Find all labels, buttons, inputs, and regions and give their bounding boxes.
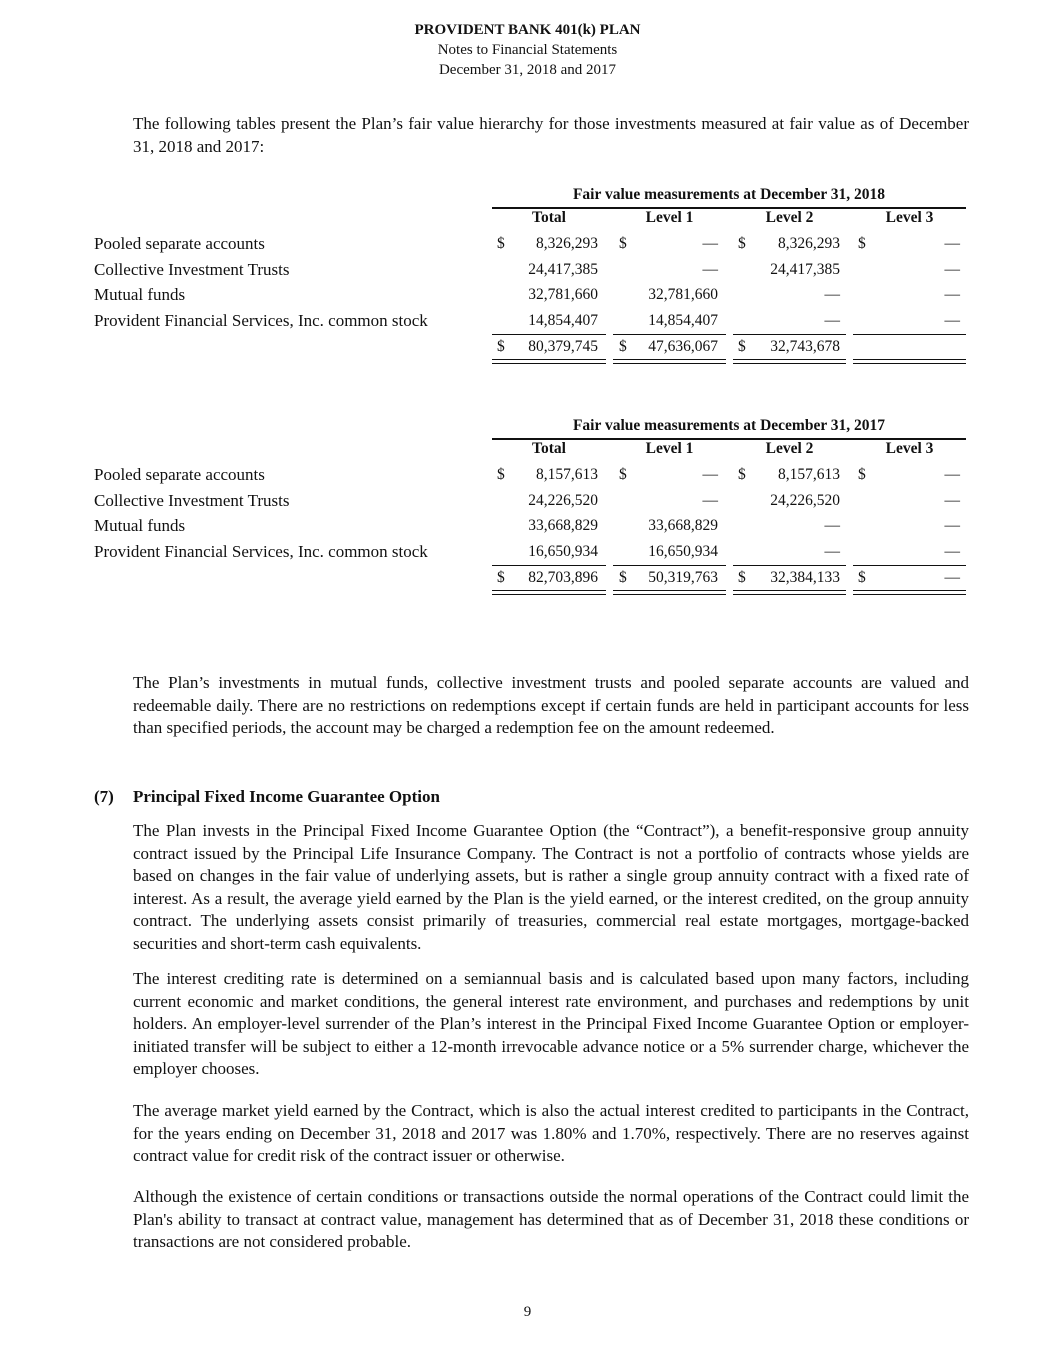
row-label: Mutual funds [94, 516, 186, 536]
row-label: Provident Financial Services, Inc. common stock [94, 542, 428, 562]
currency-symbol: $ [619, 235, 627, 252]
currency-symbol: $ [497, 568, 505, 586]
currency-symbol: $ [619, 568, 627, 586]
total-cell: 50,319,763 [648, 568, 718, 586]
currency-symbol: $ [738, 337, 746, 355]
table-cell: 8,157,613 [536, 466, 598, 483]
table-cell: — [824, 543, 840, 561]
table-cell: 8,157,613 [778, 466, 840, 483]
table-cell: — [702, 235, 718, 252]
table-cell: 24,417,385 [770, 260, 840, 278]
table-cell: 33,668,829 [648, 517, 718, 535]
table-cell: 8,326,293 [778, 235, 840, 252]
column-header: Level 1 [645, 209, 694, 226]
column-header: Level 1 [645, 440, 694, 457]
currency-symbol: $ [858, 466, 866, 483]
table-cell: — [944, 491, 960, 509]
subtotal-rule [853, 334, 966, 335]
total-cell: 32,384,133 [770, 568, 840, 586]
table-cell: — [944, 235, 960, 252]
section-paragraph-4: Although the existence of certain conditions or transactions outside the normal operations of the Contract could limit the Plan's ability to transact at contract value, management has determined that as of December 31, 2018 these conditions or transactions are not considered probable. [133, 1187, 969, 1251]
table-cell: — [702, 260, 718, 278]
total-double-rule [853, 590, 966, 595]
statement-subtitle: Notes to Financial Statements [437, 42, 618, 58]
section-title: Principal Fixed Income Guarantee Option [133, 787, 440, 806]
table-cell: — [944, 286, 960, 304]
currency-symbol: $ [738, 235, 746, 252]
table-cell: 16,650,934 [528, 543, 598, 561]
total-cell: 82,703,896 [528, 568, 598, 586]
currency-symbol: $ [858, 568, 866, 586]
total-double-rule [492, 590, 606, 595]
total-double-rule [733, 359, 846, 364]
plan-title: PROVIDENT BANK 401(k) PLAN [414, 22, 641, 38]
table-cell: — [824, 286, 840, 304]
section-number: (7) [94, 787, 114, 806]
row-label: Collective Investment Trusts [94, 259, 290, 279]
document-header [0, 20, 1055, 80]
total-double-rule [733, 590, 846, 595]
total-cell: 80,379,745 [528, 337, 598, 355]
table-cell: — [824, 517, 840, 535]
table-cell: 16,650,934 [648, 543, 718, 561]
column-header: Level 3 [885, 209, 934, 226]
currency-symbol: $ [738, 466, 746, 483]
column-header: Total [532, 440, 566, 457]
column-header: Level 3 [885, 440, 934, 457]
table-cell: 32,781,660 [648, 286, 718, 304]
row-label: Mutual funds [94, 285, 186, 305]
currency-symbol: $ [497, 235, 505, 252]
currency-symbol: $ [497, 466, 505, 483]
table-cell: 8,326,293 [536, 235, 598, 252]
total-double-rule [613, 590, 726, 595]
table-cell: — [702, 466, 718, 483]
currency-symbol: $ [497, 337, 505, 355]
table-cell: — [944, 260, 960, 278]
total-cell: 47,636,067 [648, 337, 718, 355]
currency-symbol: $ [858, 235, 866, 252]
currency-symbol: $ [619, 337, 627, 355]
table-cell: 14,854,407 [528, 312, 598, 330]
total-cell: — [944, 568, 960, 586]
column-header: Level 2 [765, 440, 814, 457]
total-double-rule [613, 359, 726, 364]
total-double-rule [853, 359, 966, 364]
table-cell: 32,781,660 [528, 286, 598, 304]
table-cell: 14,854,407 [648, 312, 718, 330]
total-cell: 32,743,678 [770, 337, 840, 355]
subtotal-rule [492, 565, 606, 566]
table-title: Fair value measurements at December 31, 2017 [492, 416, 966, 440]
section-paragraph-2: The interest crediting rate is determined on a semiannual basis and is calculated based upon many factors, including current economic and market conditions, the general interest rate environment, and purchases and redemptions by unit holders. An employer-level surrender of the Plan’s interest in the Principal Fixed Income Guarantee Option or employer-initiated transfer will be subject to either a 12-month irrevocable advance notice or a 5% surrender charge, whichever the employer chooses. [133, 969, 969, 1078]
table-cell: — [944, 312, 960, 330]
row-label: Pooled separate accounts [94, 465, 265, 484]
table-cell: 33,668,829 [528, 517, 598, 535]
subtotal-rule [613, 334, 726, 335]
currency-symbol: $ [619, 466, 627, 483]
redemption-paragraph: The Plan’s investments in mutual funds, collective investment trusts and pooled separate accounts are valued and redeemable daily. There are no restrictions on redemptions except if certain funds are held in participant accounts for less than specified periods, the account may be charged a redemption fee on the amount redeemed. [133, 673, 969, 737]
section-paragraph-3: The average market yield earned by the Contract, which is also the actual interest credited to participants in the Contract, for the years ending on December 31, 2018 and 2017 was 1.80% and 1.70%, respectively. There are no reserves against contract value for credit risk of the contract issuer or otherwise. [133, 1101, 969, 1165]
row-label: Collective Investment Trusts [94, 490, 290, 510]
column-header: Total [532, 209, 566, 226]
table-cell: — [944, 543, 960, 561]
row-label: Provident Financial Services, Inc. common stock [94, 311, 428, 331]
row-label: Pooled separate accounts [94, 234, 265, 253]
subtotal-rule [733, 565, 846, 566]
currency-symbol: $ [738, 568, 746, 586]
table-cell: — [944, 517, 960, 535]
table-cell: — [824, 312, 840, 330]
column-header: Level 2 [765, 209, 814, 226]
page-number: 9 [523, 1304, 532, 1320]
table-cell: 24,226,520 [528, 491, 598, 509]
subtotal-rule [613, 565, 726, 566]
total-double-rule [492, 359, 606, 364]
statement-dates: December 31, 2018 and 2017 [438, 62, 617, 78]
table-cell: 24,226,520 [770, 491, 840, 509]
section-paragraph-1: The Plan invests in the Principal Fixed Income Guarantee Option (the “Contract”), a benefit-responsive group annuity contract issued by the Principal Life Insurance Company. The Contract is not a portfolio of contracts whose yields are based on changes in the fair value of underlying assets, but is rather a single group annuity contract with a fixed rate of interest. As a result, the average yield earned by the Plan is the yield earned, or the interest credited, on the group annuity contract. The underlying assets consist primarily of treasuries, commercial real estate mortgages, mortgage-backed securities and short-term cash equivalents. [133, 821, 969, 953]
table-title: Fair value measurements at December 31, 2018 [492, 185, 966, 209]
subtotal-rule [733, 334, 846, 335]
subtotal-rule [853, 565, 966, 566]
table-cell: 24,417,385 [528, 260, 598, 278]
subtotal-rule [492, 334, 606, 335]
table-cell: — [944, 466, 960, 483]
table-cell: — [702, 491, 718, 509]
intro-paragraph: The following tables present the Plan’s fair value hierarchy for those investments measured at fair value as of December 31, 2018 and 2017: [133, 114, 969, 156]
